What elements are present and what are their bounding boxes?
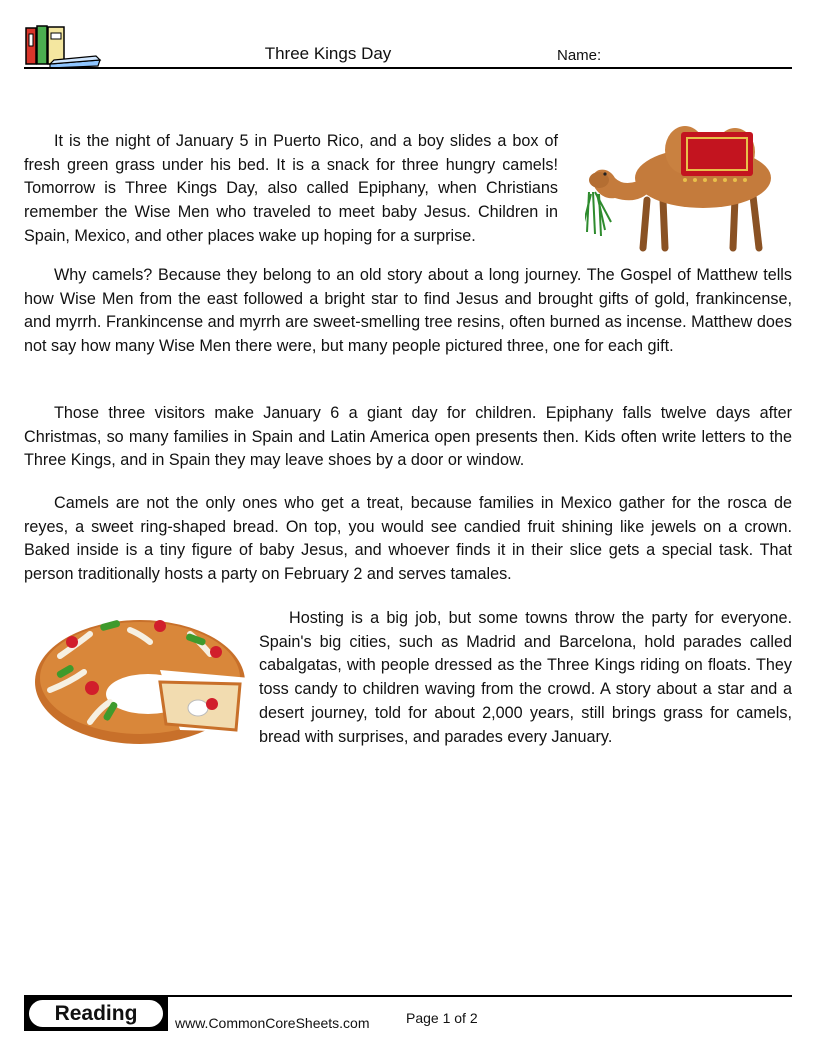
paragraph-2: Why camels? Because they belong to an old story about a long journey. The Gospel of Matthew tells how Wise Men from the east followed a bright star to find Jesus and brought gifts of gold, frankincense, and myrrh. Frankincense and myrrh are sweet-smelling tree resins, often burned as incense. Matthew does not say how many Wise Men there were, but many people pictured three, one for each gift. bbox=[24, 266, 792, 356]
paragraph-5: Hosting is a big job, but some towns throw the party for everyone. Spain's big cities, such as Madrid and Barcelona, hold parades called cabalgatas, with people dressed as the Three Kings riding on floats. They toss candy to children waving from the crowd. A story about a star and a desert journey, told for about 2,000 years, still brings grass for camels, bread with surprises, and parades every January. bbox=[259, 609, 792, 746]
camel-image bbox=[585, 108, 785, 258]
paragraph-3: Those three visitors make January 6 a giant day for children. Epiphany falls twelve days after Christmas, so many families in Spain and Latin America open presents then. Kids often write letters to the Three Kings, and in Spain they may leave shoes by a door or window. bbox=[24, 404, 792, 470]
paragraph-1: It is the night of January 5 in Puerto Rico, and a boy slides a box of fresh green grass under his bed. It is a snack for three hungry camels! Tomorrow is Three Kings Day, also called Epiphany, when Christians remember the Wise Men who traveled to meet baby Jesus. Children in Spain, Mexico, and other places wake up hoping for a surprise. bbox=[24, 132, 558, 245]
rosca-de-reyes-image bbox=[30, 612, 250, 762]
page-number: Page 1 of 2 bbox=[406, 1010, 478, 1026]
header-divider bbox=[24, 67, 792, 69]
reading-badge bbox=[24, 997, 168, 1031]
page-title: Three Kings Day bbox=[264, 44, 392, 63]
paragraph-4: Camels are not the only ones who get a treat, because families in Mexico gather for the rosca de reyes, a sweet ring-shaped bread. On top, you would see candied fruit shining like jewels on a crown. Baked inside is a tiny figure of baby Jesus, and whoever finds it in their slice gets a special task. That person traditionally hosts a party on February 2 and serves tamales. bbox=[24, 494, 792, 584]
footer-site: www.CommonCoreSheets.com bbox=[175, 1015, 370, 1031]
name-label: Name: bbox=[557, 47, 602, 64]
reading-badge-label: Reading bbox=[29, 1000, 163, 1027]
